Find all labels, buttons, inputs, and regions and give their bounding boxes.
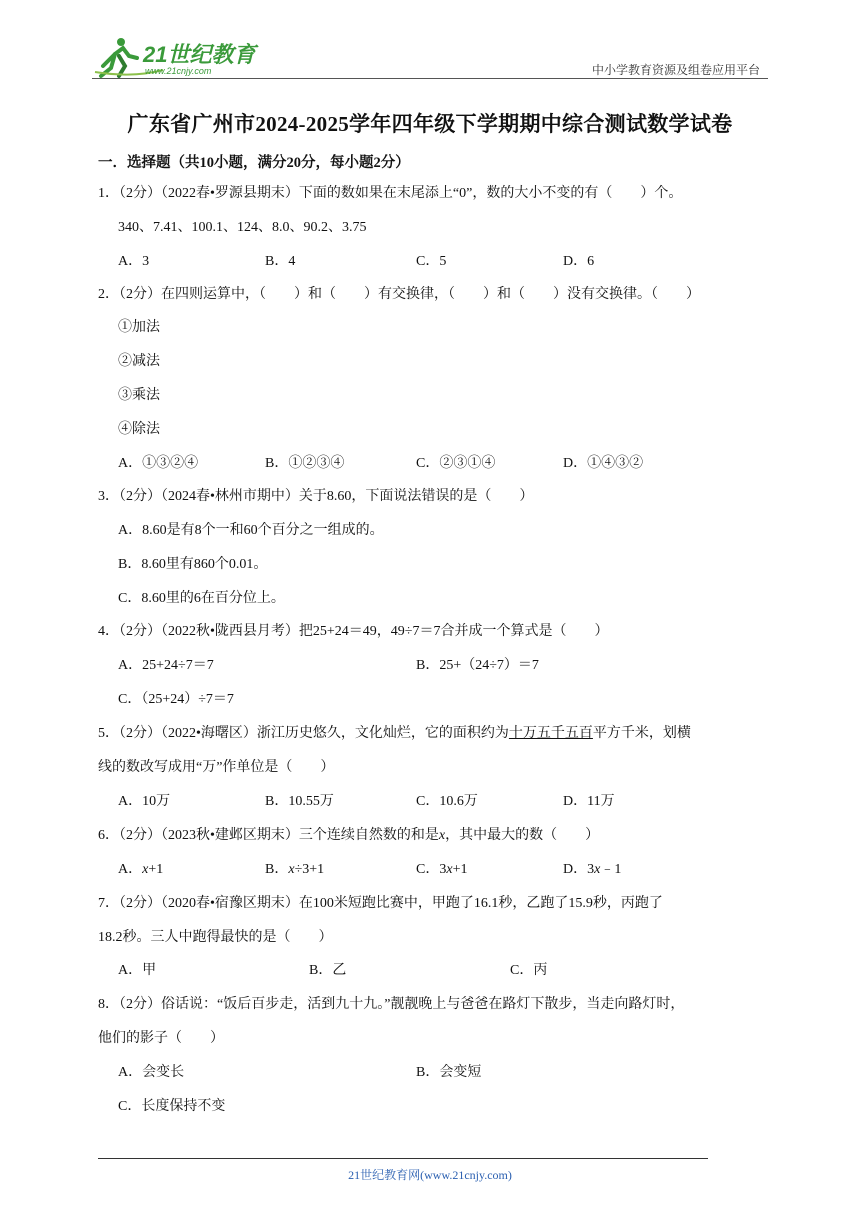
question-5-option-b[interactable]: B．10.55万 [265,794,334,809]
question-5-text-start: 5．（2分）（2022•海曙区）浙江历史悠久，文化灿烂，它的面积约为 [98,726,509,741]
option-prefix: B． [265,862,289,877]
question-6-option-a[interactable] [118,860,163,880]
question-2-item-1: ①加法 [118,320,160,335]
question-4-option-b[interactable]: B．25+（24÷7）＝7 [416,658,539,673]
question-7-text: 7．（2分）（2020春•宿豫区期末）在100米短跑比赛中，甲跑了16.1秒，乙跑了15.9秒，丙跑了 [98,896,663,911]
question-6-option-d[interactable] [563,860,621,880]
question-4-text: 4．（2分）（2022秋•陇西县月考）把25+24＝49，49÷7＝7合并成一个算式是（ ） [98,624,609,639]
option-suffix: ÷3+1 [294,862,325,877]
header-tagline: 中小学教育资源及组卷应用平台 [591,63,760,77]
footer-divider [98,1158,708,1159]
question-2-option-b[interactable]: B．①②③④ [265,456,345,471]
question-1-option-d[interactable]: D．6 [563,254,595,269]
question-1-option-a[interactable]: A．3 [118,254,150,269]
question-4-option-a[interactable]: A．25+24÷7＝7 [118,658,214,673]
question-7-text-line2: 18.2秒。三人中跑得最快的是（ ） [98,930,333,945]
section-heading: 一．选择题（共10小题，满分20分，每小题2分） [98,155,410,171]
option-variable: x [594,862,601,877]
question-6-option-c[interactable] [416,860,467,880]
site-logo [93,36,263,80]
question-3-option-c[interactable]: C．8.60里的6在百分位上。 [118,591,285,606]
question-5-underlined-number: 十万五千五百 [508,726,593,741]
question-7-option-b[interactable]: B．乙 [309,963,347,978]
question-6-text [98,826,599,846]
question-5-option-c[interactable]: C．10.6万 [416,794,478,809]
question-5-text [98,724,691,744]
question-7-option-a[interactable]: A．甲 [118,963,157,978]
question-2-item-3: ③乘法 [118,388,160,403]
question-2-item-4: ④除法 [118,422,160,437]
question-1-numbers: 340、7.41、100.1、124、8.0、90.2、3.75 [118,220,367,235]
question-3-text: 3．（2分）（2024春•林州市期中）关于8.60，下面说法错误的是（ ） [98,489,534,504]
question-2-option-d[interactable]: D．①④③② [563,456,644,471]
question-5-text-line2: 线的数改写成用“万”作单位是（ ） [98,760,335,775]
option-variable: x [446,862,453,877]
question-5-option-d[interactable]: D．11万 [563,794,615,809]
question-2-option-a[interactable]: A．①③②④ [118,456,199,471]
option-prefix: A． [118,862,143,877]
question-8-option-b[interactable]: B．会变短 [416,1065,482,1080]
question-2-item-2: ②减法 [118,354,160,369]
exam-title: 广东省广州市2024-2025学年四年级下学期期中综合测试数学试卷 [127,112,733,136]
header-divider [92,78,768,79]
question-6-variable: x [438,828,446,843]
question-8-text: 8．（2分）俗话说：“饭后百步走，活到九十九。”靓靓晚上与爸爸在路灯下散步，当走向路灯时， [98,997,685,1012]
question-6-option-b[interactable] [265,860,324,880]
option-suffix: +1 [452,862,468,877]
logo-text: 21世纪教育 [143,42,256,67]
option-prefix: D．3 [563,862,595,877]
question-5-text-end: 平方千米，划横 [592,726,691,741]
question-6-text-start: 6．（2分）（2023秋•建邺区期末）三个连续自然数的和是 [98,828,439,843]
question-7-option-c[interactable]: C．丙 [510,963,548,978]
footer-link[interactable]: 21世纪教育网(www.21cnjy.com) [348,1168,512,1182]
question-2-option-c[interactable]: C．②③①④ [416,456,496,471]
option-variable: x [288,862,295,877]
option-variable: x [142,862,149,877]
question-8-text-line2: 他们的影子（ ） [98,1031,224,1046]
question-1-option-c[interactable]: C．5 [416,254,447,269]
logo-url: www.21cnjy.com [145,66,212,76]
runner-logo-icon [93,36,263,80]
question-1-text: 1．（2分）（2022春•罗源县期末）下面的数如果在末尾添上“0”，数的大小不变的有（ ）个。 [98,186,683,201]
option-suffix: +1 [148,862,164,877]
question-8-option-c[interactable]: C．长度保持不变 [118,1099,226,1114]
question-1-option-b[interactable]: B．4 [265,254,296,269]
question-6-text-end: ，其中最大的数（ ） [445,828,600,843]
question-2-text: 2．（2分）在四则运算中，（ ）和（ ）有交换律，（ ）和（ ）没有交换律。（ ） [98,287,700,302]
question-4-option-c[interactable]: C．（25+24）÷7＝7 [118,692,234,707]
question-3-option-a[interactable]: A．8.60是有8个一和60个百分之一组成的。 [118,523,384,538]
option-prefix: C．3 [416,862,447,877]
option-suffix: ﹣1 [600,862,622,877]
question-8-option-a[interactable]: A．会变长 [118,1065,185,1080]
question-3-option-b[interactable]: B．8.60里有860个0.01。 [118,557,268,572]
question-5-option-a[interactable]: A．10万 [118,794,171,809]
